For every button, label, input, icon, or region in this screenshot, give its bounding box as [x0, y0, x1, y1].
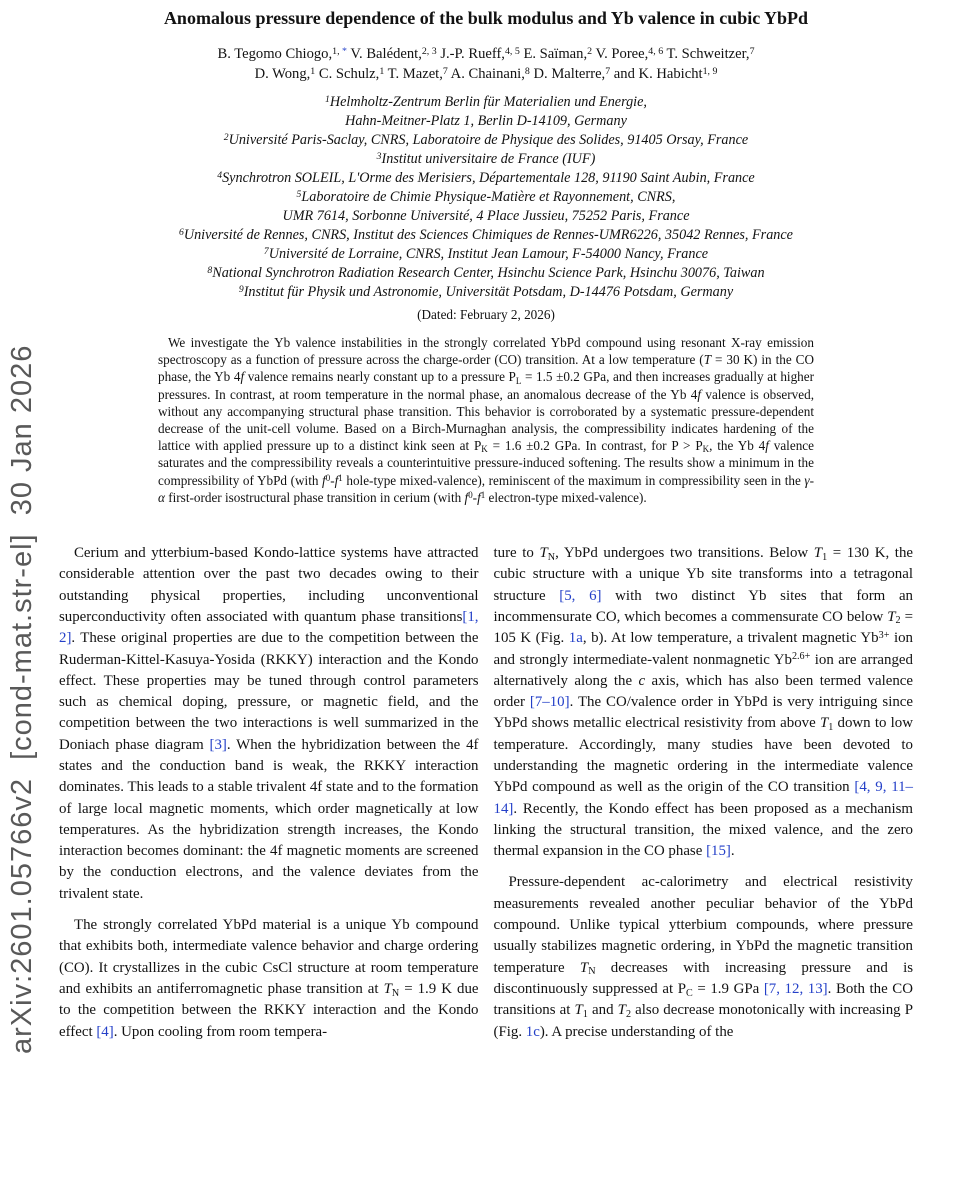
text-run: Université Paris-Saclay, CNRS, Laboratoire de Physique des Solides, 91405 Orsay, France — [228, 132, 749, 148]
text-run: . These original properties are due to the competition between the Ruderman-Kittel-Kasuya-Yosida (RKKY) interaction and the Kondo effect. These properties may be tuned through control parameters such as chemical doping, pressure, or magnetic field, and the competition between the two interactions is well summarized in the Doniach phase diagram — [59, 630, 479, 753]
text-run: N — [588, 966, 596, 978]
citation-link[interactable]: 1a — [568, 630, 583, 647]
text-run: 6 — [179, 226, 184, 238]
text-run: 2 — [895, 615, 901, 627]
text-run: 7 — [749, 45, 755, 57]
text-run: = 30 K) in the CO phase, the Yb 4 — [158, 352, 814, 385]
affiliation-line — [59, 131, 913, 150]
text-run: T — [617, 1002, 626, 1019]
text-run: L — [515, 375, 522, 386]
text-run: T — [539, 545, 548, 562]
text-run: We investigate the Yb valence instabilities in the strongly correlated YbPd compound using resonant X-ray emission spectroscopy as a function of pressure across the charge-order (CO) transition. At a low temperature ( — [158, 335, 814, 368]
text-run: f — [334, 472, 339, 488]
author-line — [59, 64, 913, 84]
text-run: 7 — [605, 65, 611, 77]
text-run: valence remains nearly constant up to a pressure P — [244, 369, 516, 385]
body-paragraph — [59, 543, 479, 905]
text-run: and — [587, 1002, 618, 1019]
affiliation-line — [59, 283, 913, 302]
text-run: Cerium and ytterbium-based Kondo-lattice systems have attracted considerable attention over the past two decades owing to their outstanding physical properties, including unconventional superconductivity often associated with quantum phase transitions — [59, 545, 479, 625]
text-run: f — [477, 489, 481, 505]
text-run: valence saturates and the compressibility reveals a counterintuitive pressure-induced softening. The results show a minimum in the compressibility of YbPd (with — [158, 438, 814, 488]
text-run: ion are arranged alternatively along the — [493, 651, 913, 689]
text-run: 1 — [822, 551, 828, 563]
text-run: and K. Habicht — [610, 66, 703, 82]
text-run: = 1.9 K due to the competition between the RKKY interaction and the Kondo effect — [59, 980, 479, 1040]
text-run: decreases with increasing pressure and is discontinuously suppressed at P — [493, 959, 914, 997]
text-run: - — [330, 472, 335, 488]
citation-link[interactable]: 1c — [525, 1023, 540, 1040]
text-run: 1 — [828, 721, 834, 733]
text-run: f — [240, 369, 245, 385]
affiliation-line — [59, 93, 913, 112]
body-paragraph — [59, 915, 479, 1043]
text-run: ion and strongly intermediate-valent nonmagnetic Yb — [493, 630, 913, 668]
text-run: T — [819, 715, 829, 732]
text-run: National Synchrotron Radiation Research Center, Hsinchu Science Park, Hsinchu 30076, Taiwan — [212, 265, 765, 281]
body-columns — [59, 543, 913, 1043]
text-run: down to low temperature. Accordingly, many studies have been devoted to understanding the magnetic ordering in the intermediate valence YbPd compound as well as the origin of the CO transition — [493, 715, 913, 796]
text-run: electron-type mixed-valence). — [485, 489, 647, 505]
body-paragraph — [494, 872, 914, 1042]
text-run: - — [472, 489, 478, 505]
text-run: 5 — [296, 188, 302, 200]
text-run: C. Schulz, — [315, 66, 380, 82]
text-run: . Recently, the Kondo effect has been proposed as a mechanism linking the structural transition, the mixed valence, and the zero thermal expansion in the CO phase — [493, 800, 913, 860]
citation-link[interactable]: [7, 12, 13] — [763, 980, 828, 997]
text-run: axis, which has also been termed valence order — [493, 672, 913, 711]
citation-link[interactable]: [7–10] — [529, 694, 570, 711]
affiliation-line — [59, 226, 913, 245]
affiliation-line — [59, 150, 913, 169]
text-run: 3 — [376, 150, 382, 162]
text-run: 4, 5 — [504, 45, 520, 57]
text-run: . — [730, 843, 735, 860]
text-run: K — [702, 444, 710, 455]
text-run: valence is observed, without any accompanying structural phase transition. This behavior is corroborated by a systematic pressure-dependent decrease of the unit-cell volume. Based on a Birch-Murnaghan analysis, the compressibility indicates hardening of the lattice with applied pressure up to a distinct kink seen at P — [158, 386, 814, 454]
text-run: T. Schweitzer, — [663, 46, 750, 62]
affiliation-line — [59, 188, 913, 207]
text-run: 1, 9 — [702, 65, 718, 77]
text-run: 2, 3 — [421, 45, 437, 57]
affiliation-line — [59, 264, 913, 283]
text-run: 8 — [524, 65, 530, 77]
text-run: , the Yb 4 — [709, 438, 766, 454]
text-run: = 130 K, the cubic structure with a unique Yb site transforms into a tetragonal structure — [493, 545, 914, 604]
text-run: 9 — [238, 283, 244, 295]
text-run: ture to — [493, 545, 540, 562]
text-run: 4, 6 — [648, 45, 664, 57]
text-run: The strongly correlated YbPd material is a unique Yb compound that exhibits both, intermediate valence behavior and charge ordering (CO). It crystallizes in the cubic CsCl structure at room temperature and exhibits an antiferromagnetic phase transition at — [59, 917, 479, 997]
author-list — [59, 44, 913, 84]
text-run: 0 — [468, 489, 473, 500]
text-run: Hahn-Meitner-Platz 1, Berlin D-14109, Germany — [345, 113, 627, 129]
author-line — [59, 44, 913, 64]
text-run: 7 — [442, 65, 448, 77]
text-run: K — [481, 444, 488, 455]
text-run: Pressure-dependent ac-calorimetry and electrical resistivity measurements revealed another peculiar behavior of the YbPd compound. Unlike typical ytterbium compounds, where pressure usually stabilizes magnetic ordering, in YbPd the magnetic transition temperature — [493, 874, 913, 976]
text-run: 1 — [310, 65, 316, 77]
text-run: T. Mazet, — [384, 66, 443, 82]
text-run: 2 — [587, 45, 593, 57]
citation-link[interactable]: [3] — [209, 736, 227, 753]
text-run: V. Balédent, — [346, 46, 422, 62]
citation-link[interactable]: [15] — [706, 843, 731, 860]
text-run: N — [547, 551, 556, 563]
citation-link[interactable]: [1, 2] — [59, 608, 479, 647]
text-run: 2 — [223, 131, 229, 143]
text-run: . Upon cooling from room tempera- — [113, 1023, 328, 1040]
text-run: D. Malterre, — [529, 66, 606, 82]
text-run: Synchrotron SOLEIL, L'Orme des Merisiers, Départementale 128, 91190 Saint Aubin, France — [222, 170, 755, 186]
affiliation-line — [59, 245, 913, 264]
affiliation-line — [59, 112, 913, 131]
date-line: (Dated: February 2, 2026) — [417, 307, 555, 322]
text-run: = 1.9 GPa — [692, 980, 764, 997]
text-run: UMR 7614, Sorbonne Université, 4 Place Jussieu, 75252 Paris, France — [282, 208, 690, 224]
text-run: = 1.5 ±0.2 GPa, and then increases gradually at higher pressures. In contrast, at room temperature in the normal phase, an anomalous decrease of the Yb 4 — [158, 369, 815, 402]
abstract — [158, 334, 814, 506]
text-run: V. Poree, — [592, 46, 649, 62]
text-run: 1 — [325, 93, 330, 105]
text-run: = 1.6 ±0.2 GPa. In contrast, for P > P — [487, 438, 703, 454]
text-run: 4 — [217, 169, 223, 181]
text-run: c — [638, 672, 646, 689]
text-run: hole-type mixed-valence), reminiscent of the maximum in compressibility seen in the — [342, 472, 805, 488]
left-column — [59, 543, 479, 1043]
text-run: C — [686, 987, 693, 999]
text-run: first-order isostructural phase transition in cerium (with — [164, 489, 465, 505]
text-run: γ-α — [158, 472, 814, 505]
text-run: T — [574, 1002, 583, 1019]
text-run: , YbPd undergoes two transitions. Below — [555, 545, 814, 562]
text-run: T — [579, 959, 589, 976]
paper-title: Anomalous pressure dependence of the bulk modulus and Yb valence in cubic YbPd — [163, 8, 809, 28]
text-run: with two distinct Yb sites that form an incommensurate CO, which becomes a commensurate CO below — [493, 587, 913, 625]
text-run: f — [765, 438, 769, 454]
text-run: . When the hybridization between the 4f states and the conduction band is weak, the RKKY interaction dominates. This leads to a stable trivalent 4f state and to the formation of large local magnetic moments, which order magnetically at low temperatures. As the hybridization strength increases, the Kondo interaction becomes dominant: the 4f magnetic moments are screened by the conduction electrons, and the valence deviates from the trivalent state. — [59, 736, 479, 902]
affiliation-line — [59, 207, 913, 226]
paper-page — [59, 6, 913, 1043]
text-run: N — [391, 987, 400, 999]
text-run: Helmholtz-Zentrum Berlin für Materialien und Energie, — [329, 94, 647, 110]
text-run: 3+ — [878, 629, 890, 641]
text-run: 1 — [480, 489, 486, 500]
citation-link[interactable]: [4] — [96, 1023, 114, 1040]
text-run: . Both the CO transitions at — [493, 980, 913, 1019]
text-run: 8 — [207, 264, 213, 276]
affiliation-line — [59, 169, 913, 188]
arxiv-watermark: arXiv:2601.05766v2 [cond-mat.str-el] 30 Jan 2026 — [6, 344, 38, 1054]
text-run: 1 — [379, 65, 385, 77]
right-column — [494, 543, 914, 1043]
text-run: D. Wong, — [254, 66, 311, 82]
citation-link[interactable]: * — [342, 45, 347, 57]
text-run: f — [464, 489, 469, 505]
text-run: E. Saïman, — [519, 46, 588, 62]
text-run: Laboratoire de Chimie Physique-Matière et Rayonnement, CNRS, — [301, 189, 676, 205]
text-run: ). A precise understanding of the — [539, 1023, 734, 1040]
affiliation-list — [59, 93, 913, 302]
text-run: , b). At low temperature, a trivalent magnetic Yb — [582, 630, 879, 647]
citation-link[interactable]: [4, 9, 11–14] — [493, 779, 913, 817]
text-run: Institut universitaire de France (IUF) — [381, 151, 596, 167]
text-run: B. Tegomo Chiogo, — [217, 46, 333, 62]
text-run: 2.6+ — [791, 650, 811, 662]
citation-link[interactable]: [5, 6] — [559, 587, 602, 604]
text-run: = 105 K (Fig. — [493, 608, 913, 647]
text-run: 2 — [625, 1008, 632, 1020]
text-run: f — [322, 472, 326, 488]
text-run: 1 — [582, 1008, 588, 1020]
text-run: Université de Rennes, CNRS, Institut des Sciences Chimiques de Rennes-UMR6226, 35042 Rennes, France — [183, 227, 793, 243]
text-run: A. Chainani, — [447, 66, 525, 82]
body-paragraph — [494, 543, 914, 862]
text-run: Institut für Physik und Astronomie, Universität Potsdam, D-14476 Potsdam, Germany — [243, 284, 734, 300]
text-run: Université de Lorraine, CNRS, Institut Jean Lamour, F-54000 Nancy, France — [268, 246, 709, 262]
text-run: 7 — [263, 245, 269, 257]
text-run: f — [697, 386, 702, 402]
text-run: 0 — [325, 472, 331, 483]
text-run: 1 — [338, 472, 343, 483]
text-run: T — [813, 545, 823, 562]
text-run: T — [703, 352, 712, 368]
text-run: 1, — [332, 45, 343, 57]
text-run: T — [887, 608, 896, 625]
text-run: T — [383, 980, 392, 997]
text-run: . The CO/valence order in YbPd is very intriguing since YbPd shows metallic electrical resistivity from above — [493, 694, 913, 732]
text-run: also decrease monotonically with increasing P (Fig. — [493, 1002, 913, 1040]
text-run: J.-P. Rueff, — [436, 46, 505, 62]
